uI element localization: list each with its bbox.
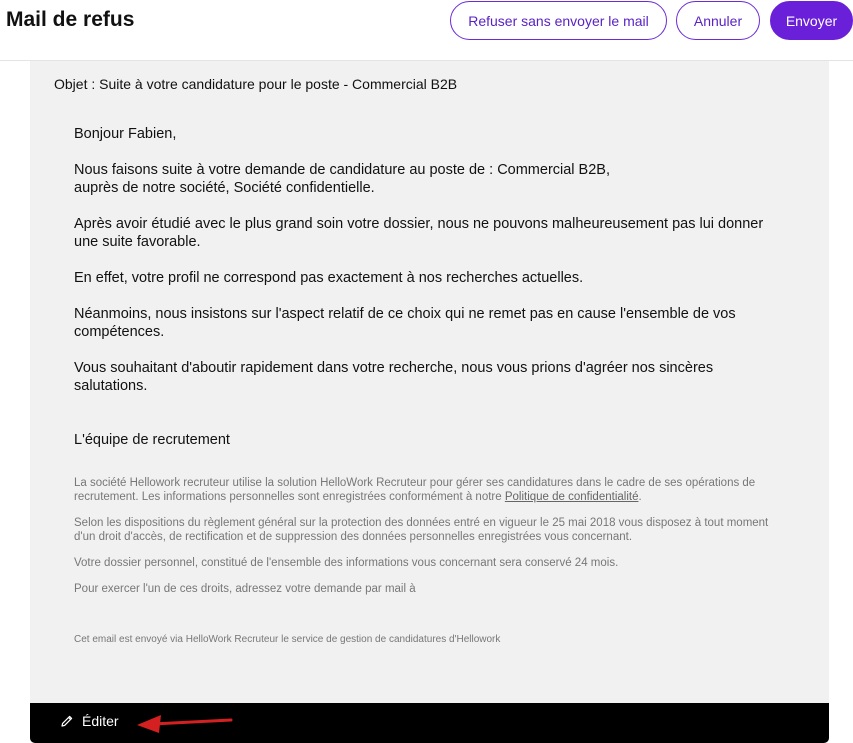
email-footer-note: Cet email est envoyé via HelloWork Recruteur le service de gestion de candidatures d'Hellowork — [74, 634, 501, 645]
email-body — [74, 125, 774, 467]
cancel-button[interactable]: Annuler — [676, 1, 760, 40]
email-subject: Objet : Suite à votre candidature pour le poste - Commercial B2B — [54, 76, 458, 92]
legal-paragraph — [74, 476, 784, 504]
legal-notice — [74, 476, 784, 608]
email-preview — [30, 61, 829, 703]
red-arrow-annotation — [135, 711, 235, 737]
refuse-without-mail-button[interactable]: Refuser sans envoyer le mail — [450, 1, 667, 40]
header — [0, 0, 853, 61]
email-paragraph: Vous souhaitant d'aboutir rapidement dans votre recherche, nous vous prions d'agréer nos sincères salutations. — [74, 360, 714, 394]
edit-button[interactable] — [60, 713, 119, 729]
email-paragraph-line: auprès de notre société, Société confidentielle. — [74, 180, 375, 196]
email-paragraph: En effet, votre profil ne correspond pas exactement à nos recherches actuelles. — [74, 270, 584, 286]
pencil-icon — [60, 714, 74, 728]
legal-text-end: . — [638, 491, 642, 503]
legal-paragraph: Pour exercer l'un de ces droits, adressez votre demande par mail à — [74, 583, 416, 595]
page-title: Mail de refus — [6, 8, 135, 31]
email-paragraph: Néanmoins, nous insistons sur l'aspect relatif de ce choix qui ne remet pas en cause l'ensemble de vos compétences. — [74, 306, 736, 340]
legal-paragraph: Votre dossier personnel, constitué de l'ensemble des informations vous concernant sera conservé 24 mois. — [74, 557, 619, 569]
email-greeting: Bonjour Fabien, — [74, 126, 177, 142]
email-paragraph-line: Nous faisons suite à votre demande de candidature au poste de : Commercial B2B, — [74, 162, 610, 178]
send-button[interactable]: Envoyer — [770, 1, 853, 40]
email-signature: L'équipe de recrutement — [74, 432, 230, 448]
edit-bar — [30, 703, 829, 743]
privacy-policy-link[interactable]: Politique de confidentialité — [504, 491, 639, 503]
email-paragraph — [74, 161, 774, 197]
edit-label: Éditer — [82, 713, 119, 729]
legal-paragraph: Selon les dispositions du règlement général sur la protection des données entré en vigueur le 25 mai 2018 vous disposez à tout moment d'un droit d'accès, de rectification et de suppression des données personnelles enregistrées vous concernant. — [74, 517, 769, 543]
legal-text: La société Hellowork recruteur utilise la solution HelloWork Recruteur pour gérer ses candidatures dans le cadre de ses opérations de recrutement. Les informations personnelles sont enregistrées conformément à notre — [74, 477, 756, 503]
email-paragraph: Après avoir étudié avec le plus grand soin votre dossier, nous ne pouvons malheureusement pas lui donner une suite favorable. — [74, 216, 764, 250]
